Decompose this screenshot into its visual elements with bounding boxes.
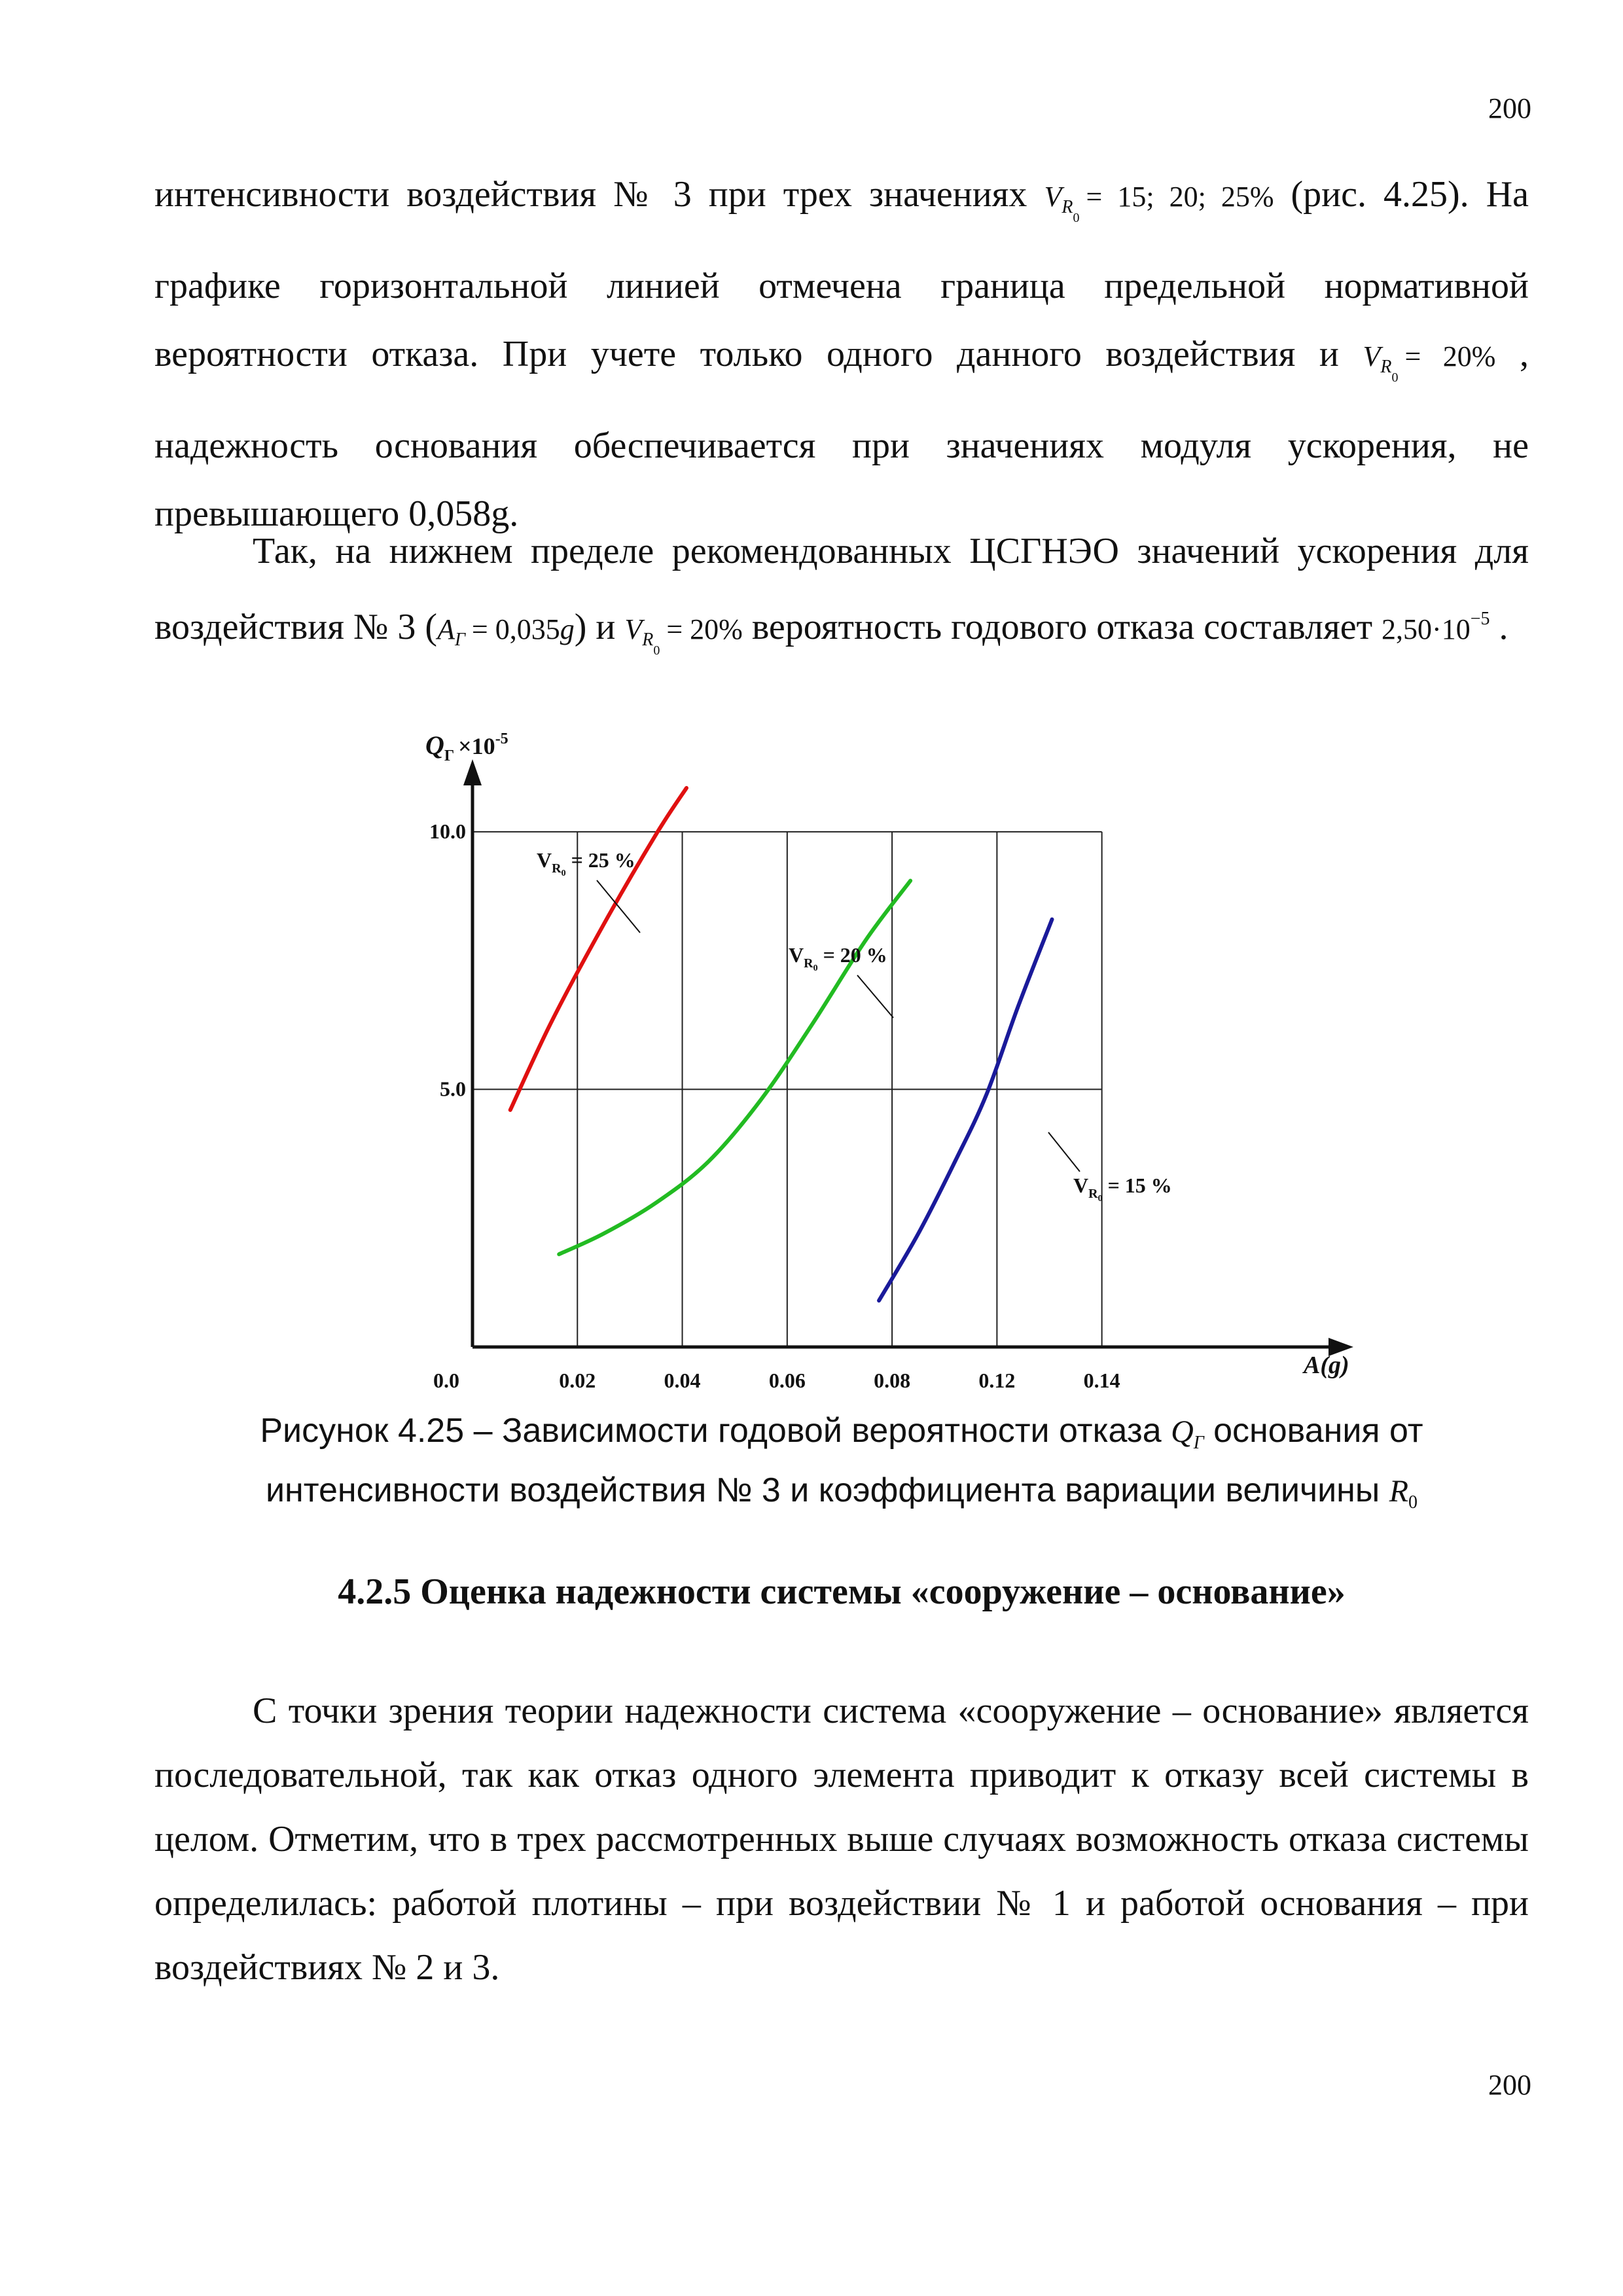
paragraph-3: С точки зрения теории надежности система «сооружение – основание» является последовательной, так как отказ одного элемента приводит к отказу всей системы в целом. Отметим, что в трех рассмотренных выше случаях возможность отказа системы определилась: работой плотины – при воздействии № 1 и работой основания – при воздействиях № 2 и 3. (154, 1691, 1529, 1988)
page-number-top: 200 (1488, 92, 1531, 124)
series-line (510, 788, 687, 1110)
series-leader (1048, 1132, 1080, 1172)
formula-vr0-20: $V_{R_0}= 20\%$ (1363, 340, 1496, 385)
para1-text-a: интенсивности воздействия № 3 при трех значениях (154, 174, 1044, 215)
series-label: $V_R0 = 15$ % (1073, 1174, 1172, 1204)
x-tick-label: 0.06 (768, 1369, 806, 1392)
formula-probability: $2,50\cdot 10^{-5}$ (1382, 609, 1490, 645)
y-tick-label: 10.0 (429, 819, 466, 843)
section-heading: 4.2.5 Оценка надежности системы «сооружение – основание» (338, 1571, 1346, 1612)
y-tick-label: 5.0 (440, 1077, 466, 1101)
para2-text-b: ) и (574, 607, 625, 647)
series-label: $V_R0 = 20$ % (789, 943, 887, 973)
page-number-bottom: 200 (1488, 2069, 1531, 2101)
x-axis-label: A(g) (1304, 1352, 1349, 1379)
series-line (559, 881, 910, 1255)
para2-text-d: . (1489, 607, 1508, 647)
caption-line-2: интенсивности воздействия № 3 и коэффициента вариации величины $R_0$ (265, 1471, 1418, 1513)
series-label: $V_R0 = 25$ % (537, 848, 635, 878)
formula-vr0-20b: $V_{R_0}= 20\%$ (624, 613, 743, 658)
x-tick-label: 0.04 (664, 1369, 701, 1392)
para1-text-c: , надежность основания обеспечивается при значениях модуля ускорения, не превышающего 0,058g. (154, 334, 1529, 534)
x-tick-label: 0.02 (559, 1369, 596, 1392)
y-axis-arrow (463, 759, 482, 785)
y-axis-label: $Q_Г \times 10^{-5}$ (425, 730, 508, 764)
caption-line-1: Рисунок 4.25 – Зависимости годовой вероятности отказа $Q_Г$ основания от (260, 1412, 1423, 1453)
x-tick-label: 0.12 (978, 1369, 1016, 1392)
x-tick-label: 0.08 (874, 1369, 911, 1392)
para2-text-c: вероятность годового отказа составляет (742, 607, 1382, 647)
x-tick-label: 0.0 (433, 1369, 459, 1392)
para2-text-a: Так, на нижнем пределе рекомендованных ЦСГНЭО значений ускорения для воздействия № 3 ( (154, 531, 1529, 647)
para1-text-b: (рис. 4.25). На графике горизонтальной линией отмечена граница предельной нормативной вероятности отказа. При учете только одного данного воздействия и (154, 174, 1529, 374)
series-leader (857, 975, 893, 1018)
figure-caption (154, 1407, 1529, 1526)
formula-vr0-values: $V_{R_0}= 15$; 20; 25% (1044, 181, 1274, 225)
x-tick-label: 0.14 (1083, 1369, 1120, 1392)
series-line (879, 920, 1052, 1300)
formula-ag: $A_Г = 0,035g$ (437, 613, 575, 650)
